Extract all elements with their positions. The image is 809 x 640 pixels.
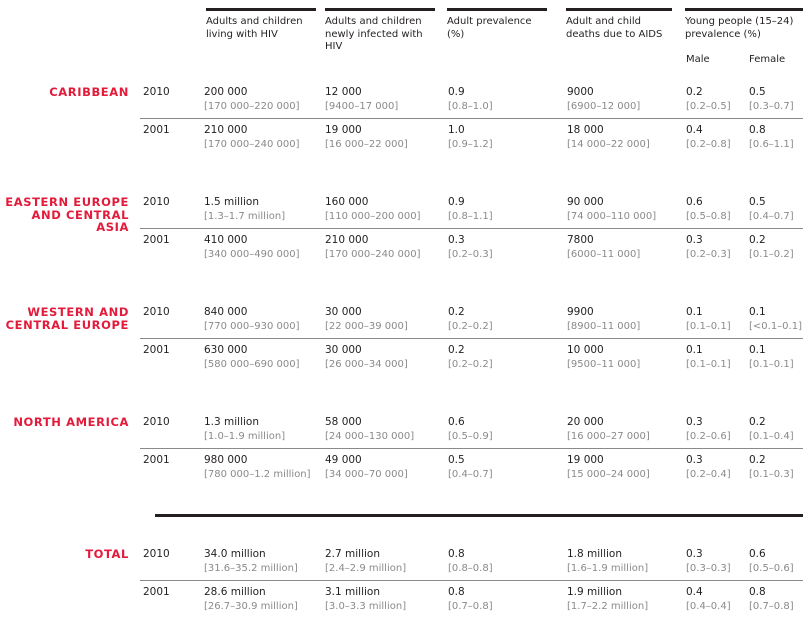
cell-value: 0.4 [686, 586, 703, 598]
cell-range: [0.1–0.1] [686, 359, 731, 370]
cell-value: 1.9 million [567, 586, 623, 598]
cell-range: [0.9–1.2] [448, 139, 493, 150]
cell-range: [0.4–0.7] [448, 469, 493, 480]
cell-value: 1.0 [448, 124, 465, 136]
region-label: TOTAL [85, 547, 129, 561]
cell-value: 12 000 [325, 86, 362, 98]
total-separator [155, 514, 803, 517]
header-young-people-prevalence [685, 8, 803, 41]
cell-range: [0.2–0.8] [686, 139, 731, 150]
cell-value: 9900 [567, 306, 594, 318]
cell-range: [0.8–1.1] [448, 211, 493, 222]
cell-value: 0.3 [448, 234, 465, 246]
cell-range: [22 000–39 000] [325, 321, 408, 332]
cell-value: 0.8 [749, 586, 766, 598]
header-rule [325, 8, 435, 11]
cell-range: [0.5–0.8] [686, 211, 731, 222]
cell-value: 0.2 [448, 344, 465, 356]
cell-value: 0.6 [686, 196, 703, 208]
cell-value: 18 000 [567, 124, 604, 136]
cell-range: [0.5–0.9] [448, 431, 493, 442]
row-divider [140, 118, 803, 119]
cell-range: [770 000–930 000] [204, 321, 300, 332]
year-label: 2010 [143, 196, 170, 208]
cell-value: 0.2 [749, 454, 766, 466]
cell-value: 19 000 [325, 124, 362, 136]
cell-value: 0.2 [448, 306, 465, 318]
cell-range: [110 000–200 000] [325, 211, 421, 222]
cell-value: 3.1 million [325, 586, 381, 598]
cell-range: [24 000–130 000] [325, 431, 415, 442]
header-newly-infected [325, 8, 435, 54]
cell-range: [0.4–0.4] [686, 601, 731, 612]
cell-range: [0.4–0.7] [749, 211, 794, 222]
header-label: Adults and children newly infected with HIV [325, 16, 423, 52]
cell-value: 0.8 [448, 548, 465, 560]
header-label: Adults and children living with HIV [206, 16, 303, 40]
cell-value: 0.3 [686, 454, 703, 466]
cell-range: [0.2–0.6] [686, 431, 731, 442]
cell-value: 160 000 [325, 196, 369, 208]
cell-value: 0.3 [686, 234, 703, 246]
row-divider [140, 228, 803, 229]
cell-value: 90 000 [567, 196, 604, 208]
cell-range: [74 000–110 000] [567, 211, 657, 222]
cell-range: [6000–11 000] [567, 249, 641, 260]
row-divider [140, 338, 803, 339]
cell-range: [<0.1–0.1] [749, 321, 802, 332]
cell-value: 30 000 [325, 306, 362, 318]
header-rule [447, 8, 547, 11]
cell-range: [0.2–0.2] [448, 321, 493, 332]
cell-value: 200 000 [204, 86, 248, 98]
year-label: 2001 [143, 454, 170, 466]
cell-range: [0.3–0.7] [749, 101, 794, 112]
cell-range: [0.1–0.1] [749, 359, 794, 370]
cell-value: 0.9 [448, 86, 465, 98]
cell-range: [170 000–240 000] [204, 139, 300, 150]
header-aids-deaths [566, 8, 672, 41]
cell-range: [0.2–0.3] [448, 249, 493, 260]
cell-value: 0.1 [749, 306, 766, 318]
cell-value: 0.3 [686, 548, 703, 560]
cell-range: [0.1–0.1] [686, 321, 731, 332]
cell-value: 0.8 [749, 124, 766, 136]
cell-value: 58 000 [325, 416, 362, 428]
region-label: CARIBBEAN [49, 85, 129, 99]
cell-range: [0.1–0.3] [749, 469, 794, 480]
cell-value: 20 000 [567, 416, 604, 428]
header-adult-prevalence [447, 8, 547, 41]
subheader-female: Female [749, 54, 786, 65]
cell-range: [0.1–0.4] [749, 431, 794, 442]
year-label: 2010 [143, 416, 170, 428]
cell-range: [34 000–70 000] [325, 469, 408, 480]
cell-value: 30 000 [325, 344, 362, 356]
header-label: Young people (15–24) prevalence (%) [685, 16, 794, 40]
subheader-male: Male [686, 54, 710, 65]
cell-value: 0.6 [448, 416, 465, 428]
cell-range: [1.6–1.9 million] [567, 563, 649, 574]
cell-value: 1.5 million [204, 196, 260, 208]
cell-value: 0.5 [749, 196, 766, 208]
cell-range: [31.6–35.2 million] [204, 563, 298, 574]
cell-range: [0.5–0.6] [749, 563, 794, 574]
cell-value: 630 000 [204, 344, 248, 356]
cell-range: [1.0–1.9 million] [204, 431, 286, 442]
cell-range: [170 000–240 000] [325, 249, 421, 260]
cell-range: [0.8–0.8] [448, 563, 493, 574]
cell-range: [0.2–0.5] [686, 101, 731, 112]
cell-range: [0.6–1.1] [749, 139, 794, 150]
year-label: 2010 [143, 86, 170, 98]
cell-value: 19 000 [567, 454, 604, 466]
cell-value: 0.5 [749, 86, 766, 98]
cell-value: 840 000 [204, 306, 248, 318]
cell-value: 0.2 [749, 234, 766, 246]
region-label: NORTH AMERICA [13, 415, 129, 429]
cell-range: [0.2–0.4] [686, 469, 731, 480]
year-label: 2001 [143, 124, 170, 136]
cell-value: 1.8 million [567, 548, 623, 560]
cell-range: [0.3–0.3] [686, 563, 731, 574]
year-label: 2001 [143, 344, 170, 356]
cell-value: 0.4 [686, 124, 703, 136]
cell-value: 210 000 [204, 124, 248, 136]
cell-value: 0.9 [448, 196, 465, 208]
cell-value: 0.1 [749, 344, 766, 356]
header-rule [566, 8, 672, 11]
cell-range: [0.7–0.8] [749, 601, 794, 612]
year-label: 2001 [143, 586, 170, 598]
cell-range: [9400–17 000] [325, 101, 399, 112]
cell-range: [9500–11 000] [567, 359, 641, 370]
cell-value: 1.3 million [204, 416, 260, 428]
header-label: Adult prevalence (%) [447, 16, 532, 40]
cell-range: [1.3–1.7 million] [204, 211, 286, 222]
header-rule [206, 8, 316, 11]
cell-range: [0.2–0.3] [686, 249, 731, 260]
row-divider [140, 448, 803, 449]
cell-value: 0.5 [448, 454, 465, 466]
cell-range: [26.7–30.9 million] [204, 601, 298, 612]
year-label: 2010 [143, 548, 170, 560]
cell-value: 0.2 [749, 416, 766, 428]
region-label: EASTERN EUROPE AND CENTRAL ASIA [5, 195, 129, 234]
header-label: Adult and child deaths due to AIDS [566, 16, 663, 40]
cell-range: [16 000–27 000] [567, 431, 650, 442]
region-label: WESTERN AND CENTRAL EUROPE [5, 305, 129, 332]
cell-range: [0.8–1.0] [448, 101, 493, 112]
cell-value: 210 000 [325, 234, 369, 246]
cell-range: [1.7–2.2 million] [567, 601, 649, 612]
row-divider [140, 580, 803, 581]
cell-value: 10 000 [567, 344, 604, 356]
cell-range: [0.1–0.2] [749, 249, 794, 260]
year-label: 2010 [143, 306, 170, 318]
cell-value: 0.3 [686, 416, 703, 428]
cell-range: [3.0–3.3 million] [325, 601, 407, 612]
cell-value: 49 000 [325, 454, 362, 466]
cell-value: 28.6 million [204, 586, 266, 598]
cell-value: 9000 [567, 86, 594, 98]
cell-value: 7800 [567, 234, 594, 246]
cell-value: 0.1 [686, 344, 703, 356]
cell-range: [8900–11 000] [567, 321, 641, 332]
header-living-with-hiv [206, 8, 316, 41]
cell-value: 34.0 million [204, 548, 266, 560]
cell-value: 0.2 [686, 86, 703, 98]
cell-range: [16 000–22 000] [325, 139, 408, 150]
cell-range: [6900–12 000] [567, 101, 641, 112]
cell-range: [780 000–1.2 million] [204, 469, 311, 480]
header-rule [685, 8, 803, 11]
cell-value: 980 000 [204, 454, 248, 466]
cell-value: 0.6 [749, 548, 766, 560]
cell-range: [14 000–22 000] [567, 139, 650, 150]
cell-range: [340 000–490 000] [204, 249, 300, 260]
year-label: 2001 [143, 234, 170, 246]
cell-value: 0.8 [448, 586, 465, 598]
cell-range: [2.4–2.9 million] [325, 563, 407, 574]
cell-range: [0.7–0.8] [448, 601, 493, 612]
cell-range: [580 000–690 000] [204, 359, 300, 370]
cell-value: 0.1 [686, 306, 703, 318]
cell-range: [26 000–34 000] [325, 359, 408, 370]
cell-range: [170 000–220 000] [204, 101, 300, 112]
cell-value: 2.7 million [325, 548, 381, 560]
cell-range: [15 000–24 000] [567, 469, 650, 480]
cell-range: [0.2–0.2] [448, 359, 493, 370]
cell-value: 410 000 [204, 234, 248, 246]
